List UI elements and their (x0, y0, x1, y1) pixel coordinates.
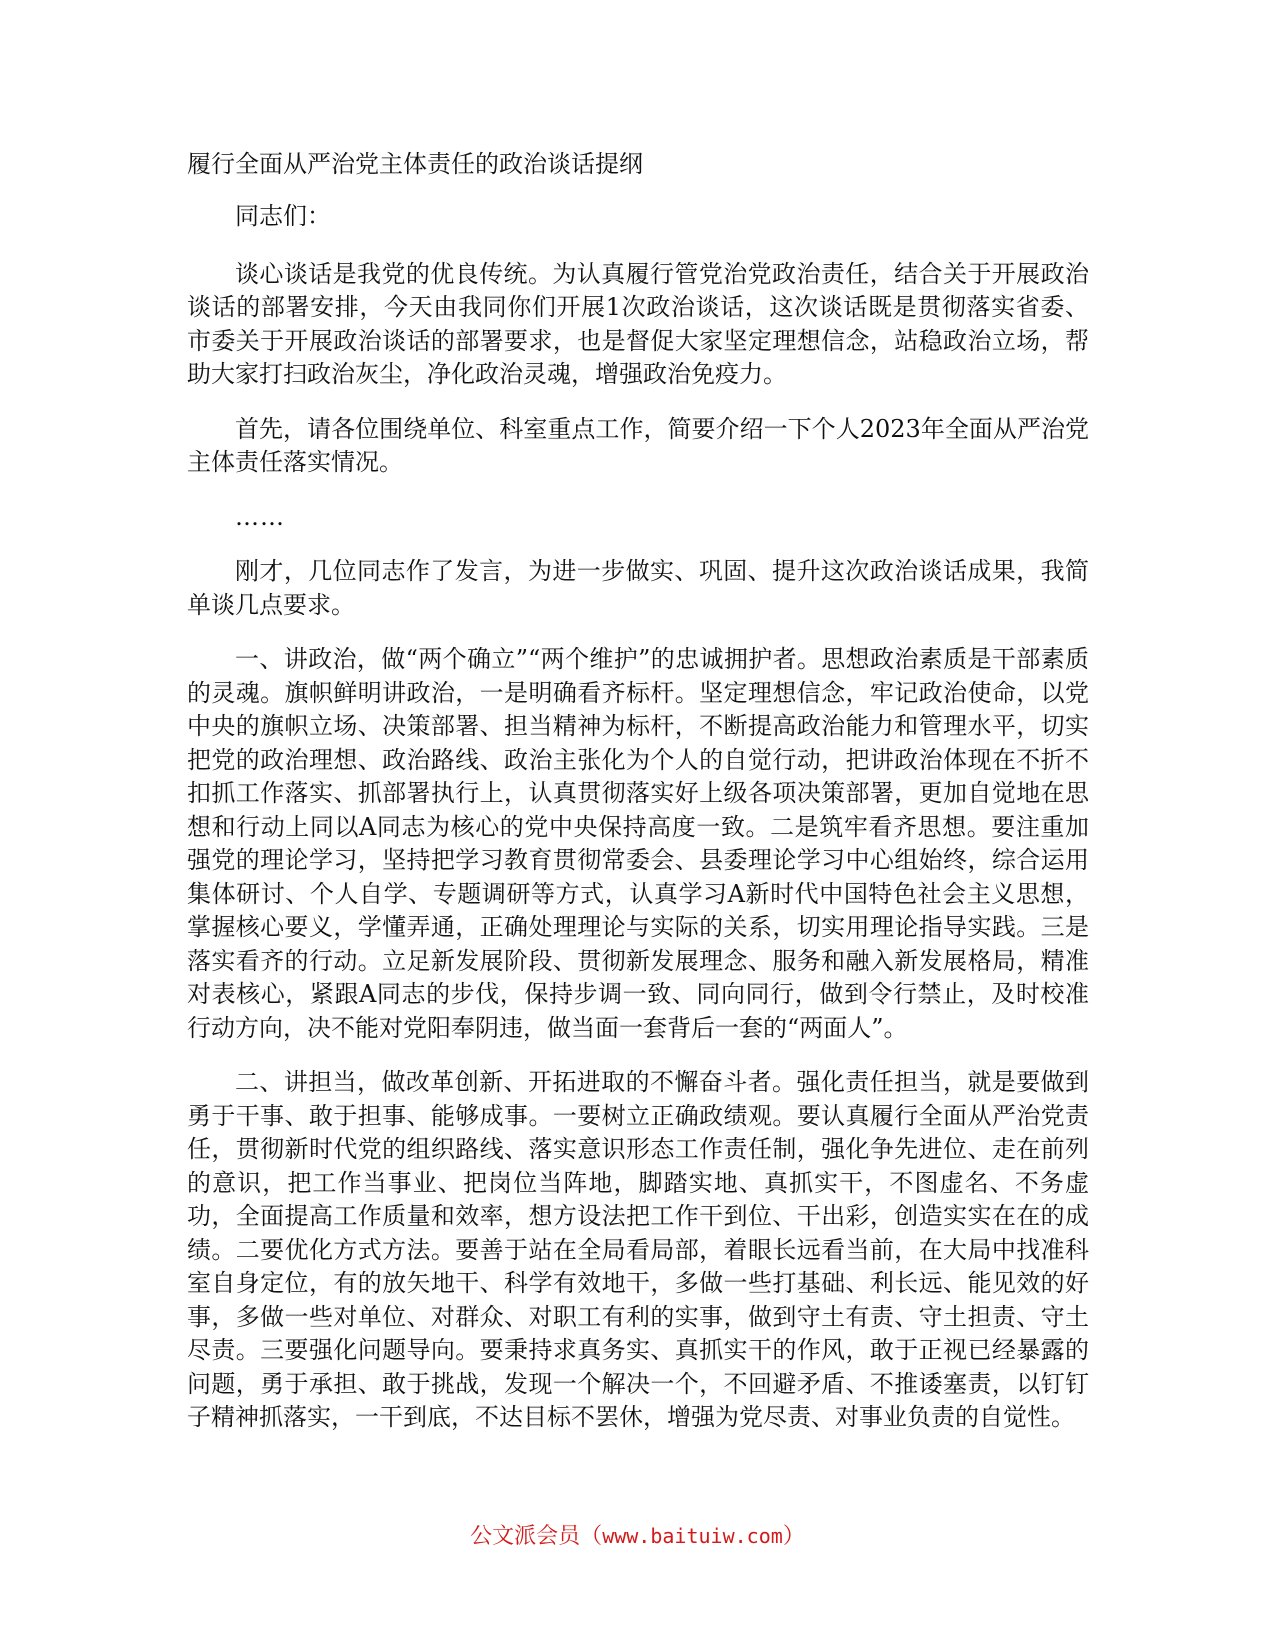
transition-paragraph: 刚才，几位同志作了发言，为进一步做实、巩固、提升这次政治谈话成果，我简单谈几点要求。 (187, 557, 1089, 619)
footer-brand: 公文派会员（ (470, 1524, 603, 1549)
document-title: 履行全面从严治党主体责任的政治谈话提纲 (187, 150, 643, 178)
footer-site-link[interactable]: www.baituiw.com (602, 1524, 783, 1548)
ellipsis-paragraph: …… (235, 502, 285, 531)
section-two-paragraph: 二、讲担当，做改革创新、开拓进取的不懈奋斗者。强化责任担当，就是要做到勇于干事、敢于担事、能够成事。一要树立正确政绩观。要认真履行全面从严治党责任，贯彻新时代党的组织路线、落实意识形态工作责任制，强化争先进位、走在前列的意识，把工作当事业、把岗位当阵地，脚踏实地、真抓实干，不图虚名、不务虚功，全面提高工作质量和效率，想方设法把工作干到位、干出彩，创造实实在在的成绩。二要优化方式方法。要善于站在全局看局部，着眼长远看当前，在大局中找准科室自身定位，有的放矢地干、科学有效地干，多做一些打基础、利长远、能见效的好事，多做一些对单位、对群众、对职工有利的实事，做到守土有责、守土担责、守土尽责。三要强化问题导向。要秉持求真务实、真抓实干的作风，敢于正视已经暴露的问题，勇于承担、敢于挑战，发现一个解决一个，不回避矛盾、不推诿塞责，以钉钉子精神抓落实，一干到底，不达目标不罢休，增强为党尽责、对事业负责的自觉性。 (187, 1068, 1089, 1431)
footer-close: ） (782, 1524, 805, 1549)
footer-watermark (0, 1521, 1275, 1552)
section-one-paragraph: 一、讲政治，做“两个确立”“两个维护”的忠诚拥护者。思想政治素质是干部素质的灵魂。旗帜鲜明讲政治，一是明确看齐标杆。坚定理想信念，牢记政治使命，以党中央的旗帜立场、决策部署、担当精神为标杆，不断提高政治能力和管理水平，切实把党的政治理想、政治路线、政治主张化为个人的自觉行动，把讲政治体现在不折不扣抓工作落实、抓部署执行上，认真贯彻落实好上级各项决策部署，更加自觉地在思想和行动上同以A同志为核心的党中央保持高度一致。二是筑牢看齐思想。要注重加强党的理论学习，坚持把学习教育贯彻常委会、县委理论学习中心组始终，综合运用集体研讨、个人自学、专题调研等方式，认真学习A新时代中国特色社会主义思想，掌握核心要义，学懂弄通，正确处理理论与实际的关系，切实用理论指导实践。三是落实看齐的行动。立足新发展阶段、贯彻新发展理念、服务和融入新发展格局，精准对表核心，紧跟A同志的步伐，保持步调一致、同向同行，做到令行禁止，及时校准行动方向，决不能对党阳奉阴违，做当面一套背后一套的“两面人”。 (187, 645, 1089, 1042)
greeting-paragraph: 同志们： (235, 202, 331, 230)
document-body (187, 200, 1089, 1456)
intro-paragraph: 谈心谈话是我党的优良传统。为认真履行管党治党政治责任，结合关于开展政治谈话的部署安排，今天由我同你们开展1次政治谈话，这次谈话既是贯彻落实省委、市委关于开展政治谈话的部署要求，也是督促大家坚定理想信念，站稳政治立场，帮助大家打扫政治灰尘，净化政治灵魂，增强政治免疫力。 (187, 259, 1089, 388)
first-request-paragraph: 首先，请各位围绕单位、科室重点工作，简要介绍一下个人2023年全面从严治党主体责任落实情况。 (187, 414, 1089, 476)
